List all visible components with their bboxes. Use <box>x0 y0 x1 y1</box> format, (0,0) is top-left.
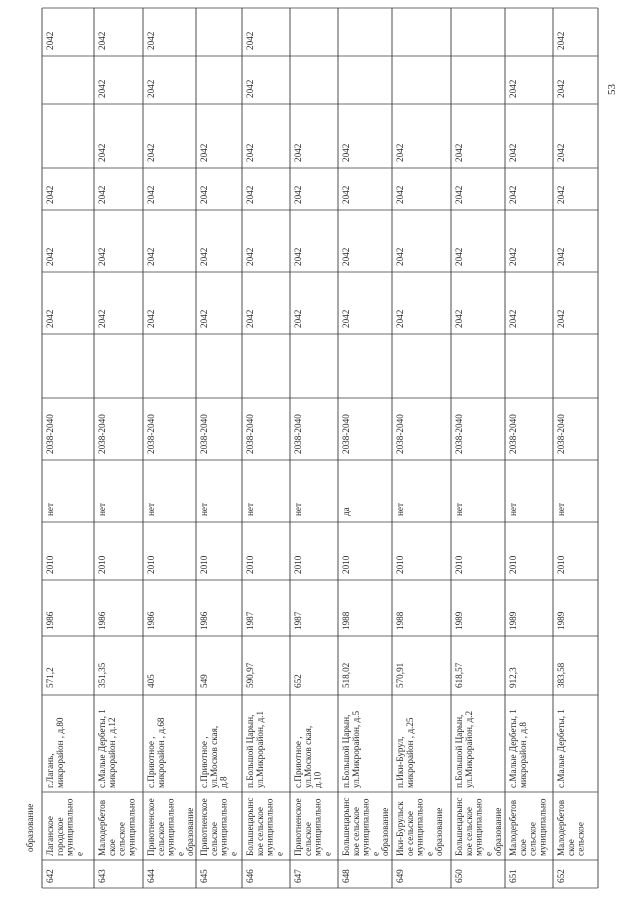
cell-sq: 571,2 <box>45 667 55 688</box>
cell-y4: 2042 <box>556 185 566 204</box>
cell-area: Малодербетов <box>508 799 518 856</box>
cell-area: сельское <box>302 822 313 856</box>
cell-address: ул.Москов ская, <box>208 725 219 788</box>
cell-year: 1989 <box>508 611 518 630</box>
cell-flag: нет <box>97 502 107 516</box>
cell-area: ское <box>565 839 576 856</box>
cell-y6: 2042 <box>508 79 518 98</box>
cell-y3: 2042 <box>97 247 107 266</box>
cell-y3: 2042 <box>146 247 156 266</box>
cell-flag: нет <box>508 502 518 516</box>
cell-area: муниципально <box>165 798 176 856</box>
cell-area: сельское <box>155 822 166 856</box>
cell-y2: 2042 <box>245 309 255 328</box>
cell-y2: 2042 <box>395 309 405 328</box>
cell-area: сельское <box>208 822 219 856</box>
cell-y4: 2042 <box>97 185 107 204</box>
cell-area: образование <box>185 807 196 856</box>
cell-num: 643 <box>97 869 107 883</box>
cell-last: 2010 <box>245 555 255 574</box>
cell-y5: 2042 <box>395 143 405 162</box>
cell-area: ое сельское <box>404 811 415 856</box>
cell-period: 2038-2040 <box>454 414 464 454</box>
cell-year: 1986 <box>146 611 156 630</box>
cell-area: е <box>483 851 494 856</box>
cell-last: 2010 <box>508 555 518 574</box>
cell-num: 651 <box>508 869 518 883</box>
cell-last: 2010 <box>97 555 107 574</box>
cell-address: с.Приютное , <box>199 736 209 788</box>
cell-area: ское <box>106 839 117 856</box>
cell-area: Приютненское <box>293 798 303 856</box>
cell-period: 2038-2040 <box>245 414 255 454</box>
cell-y5: 2042 <box>556 143 566 162</box>
cell-address: микрорайон , д.80 <box>54 717 65 788</box>
cell-address: г.Лагань, <box>45 753 55 788</box>
cell-y4: 2042 <box>341 185 351 204</box>
cell-y3: 2042 <box>293 247 303 266</box>
cell-area: е <box>274 851 285 856</box>
cell-y3: 2042 <box>45 247 55 266</box>
cell-y4: 2042 <box>454 185 464 204</box>
header-area-label: образование <box>25 803 35 852</box>
cell-year: 1988 <box>341 611 351 630</box>
cell-num: 650 <box>454 869 464 883</box>
cell-y5: 2042 <box>245 143 255 162</box>
cell-sq: 618,57 <box>454 662 464 688</box>
cell-y7: 2042 <box>556 31 566 50</box>
cell-last: 2010 <box>199 555 209 574</box>
cell-period: 2038-2040 <box>341 414 351 454</box>
cell-area: е <box>424 851 435 856</box>
cell-y3: 2042 <box>245 247 255 266</box>
cell-area: е <box>370 851 381 856</box>
cell-year: 1988 <box>395 611 405 630</box>
cell-address: ул.Микрорайон, д.5 <box>350 710 361 788</box>
cell-flag: нет <box>199 502 209 516</box>
cell-area: муниципально <box>218 798 229 856</box>
cell-area: сельское <box>116 822 127 856</box>
cell-period: 2038-2040 <box>45 414 55 454</box>
cell-y5: 2042 <box>293 143 303 162</box>
cell-flag: нет <box>556 502 566 516</box>
cell-last: 2010 <box>395 555 405 574</box>
cell-area: Малодербетов <box>556 799 566 856</box>
cell-address: микрорайон , д.68 <box>155 717 166 788</box>
cell-num: 646 <box>245 869 255 883</box>
cell-y4: 2042 <box>146 185 156 204</box>
cell-y3: 2042 <box>556 247 566 266</box>
page-number: 53 <box>606 84 618 95</box>
cell-y2: 2042 <box>199 309 209 328</box>
cell-y3: 2042 <box>454 247 464 266</box>
cell-address: с.Приютное , <box>293 736 303 788</box>
cell-address: п.Ики-Бурул, <box>395 736 405 788</box>
cell-last: 2010 <box>293 555 303 574</box>
cell-y6: 2042 <box>146 79 156 98</box>
cell-period: 2038-2040 <box>146 414 156 454</box>
cell-area: сельское <box>527 822 538 856</box>
cell-area: Большецарынс <box>454 797 464 856</box>
cell-area: муниципально <box>414 798 425 856</box>
cell-year: 1986 <box>45 611 55 630</box>
cell-y2: 2042 <box>45 309 55 328</box>
cell-flag: нет <box>454 502 464 516</box>
cell-last: 2010 <box>454 555 464 574</box>
cell-area: образование <box>380 807 391 856</box>
cell-period: 2038-2040 <box>293 414 303 454</box>
cell-area: Приютненское <box>199 798 209 856</box>
cell-y4: 2042 <box>293 185 303 204</box>
cell-last: 2010 <box>341 555 351 574</box>
cell-y5: 2042 <box>508 143 518 162</box>
cell-address: микрорайон , д.25 <box>404 717 415 788</box>
cell-area: Малодербетов <box>97 799 107 856</box>
cell-y5: 2042 <box>146 143 156 162</box>
cell-sq: 383,58 <box>556 662 566 688</box>
cell-year: 1986 <box>199 611 209 630</box>
cell-y2: 2042 <box>146 309 156 328</box>
cell-area: муниципально <box>264 798 275 856</box>
cell-y5: 2042 <box>454 143 464 162</box>
cell-y6: 2042 <box>97 79 107 98</box>
cell-y6: 2042 <box>245 79 255 98</box>
cell-area: образование <box>493 807 504 856</box>
cell-y4: 2042 <box>45 185 55 204</box>
cell-y3: 2042 <box>199 247 209 266</box>
cell-y7: 2042 <box>245 31 255 50</box>
cell-address: п.Большой Царын, <box>245 714 255 788</box>
cell-sq: 518,02 <box>341 662 351 688</box>
cell-area: е <box>228 851 239 856</box>
cell-address: д.10 <box>312 771 323 788</box>
cell-y7: 2042 <box>146 31 156 50</box>
cell-address: с.Малые Дербеты, 1 <box>97 709 107 788</box>
cell-num: 652 <box>556 869 566 883</box>
cell-y7: 2042 <box>45 31 55 50</box>
cell-y2: 2042 <box>508 309 518 328</box>
cell-y3: 2042 <box>508 247 518 266</box>
cell-y5: 2042 <box>199 143 209 162</box>
cell-y4: 2042 <box>395 185 405 204</box>
cell-area: образование <box>434 807 445 856</box>
cell-y2: 2042 <box>293 309 303 328</box>
cell-period: 2038-2040 <box>556 414 566 454</box>
cell-num: 649 <box>395 869 405 883</box>
cell-area: Большецарынс <box>245 797 255 856</box>
cell-y2: 2042 <box>454 309 464 328</box>
cell-address: с.Малые Дербеты, 1 <box>556 709 566 788</box>
cell-flag: нет <box>245 502 255 516</box>
cell-address: ул.Микрорайон, д.1 <box>254 710 265 788</box>
cell-address: с.Малые Дербеты, 1 <box>508 709 518 788</box>
cell-period: 2038-2040 <box>395 414 405 454</box>
cell-area: Ики-Бурульск <box>395 801 405 856</box>
cell-area: кое сельское <box>463 807 474 856</box>
cell-y4: 2042 <box>199 185 209 204</box>
cell-y2: 2042 <box>341 309 351 328</box>
cell-area: ское <box>517 839 528 856</box>
cell-area: Большецарынс <box>341 797 351 856</box>
cell-year: 1989 <box>556 611 566 630</box>
cell-num: 648 <box>341 869 351 883</box>
cell-flag: нет <box>395 502 405 516</box>
cell-area: муниципально <box>537 798 548 856</box>
cell-address: с.Приютное , <box>146 736 156 788</box>
cell-sq: 652 <box>293 674 303 688</box>
cell-y2: 2042 <box>97 309 107 328</box>
cell-area: е <box>322 851 333 856</box>
cell-num: 647 <box>293 869 303 883</box>
cell-flag: нет <box>293 502 303 516</box>
cell-y5: 2042 <box>341 143 351 162</box>
cell-area: сельское <box>575 822 586 856</box>
cell-year: 1987 <box>245 611 255 630</box>
cell-last: 2010 <box>556 555 566 574</box>
cell-period: 2038-2040 <box>508 414 518 454</box>
cell-address: п.Большой Царын, <box>341 714 351 788</box>
cell-address: ул.Москов ская, <box>302 725 313 788</box>
cell-y4: 2042 <box>508 185 518 204</box>
cell-address: д.8 <box>218 776 229 788</box>
cell-sq: 590,97 <box>245 662 255 688</box>
cell-y7: 2042 <box>97 31 107 50</box>
cell-y3: 2042 <box>341 247 351 266</box>
cell-year: 1989 <box>454 611 464 630</box>
cell-area: муниципально <box>312 798 323 856</box>
cell-area: кое сельское <box>254 807 265 856</box>
cell-period: 2038-2040 <box>199 414 209 454</box>
cell-sq: 405 <box>146 674 156 688</box>
cell-area: муниципально <box>64 798 75 856</box>
cell-area: Лаганское <box>45 816 55 856</box>
cell-area: городское <box>54 817 65 856</box>
cell-area: Приютненское <box>146 798 156 856</box>
cell-address: п.Большой Царын, <box>454 714 464 788</box>
cell-y6: 2042 <box>556 79 566 98</box>
cell-flag: нет <box>146 502 156 516</box>
cell-num: 642 <box>45 869 55 883</box>
cell-year: 1987 <box>293 611 303 630</box>
cell-area: е <box>74 851 85 856</box>
cell-sq: 549 <box>199 674 209 688</box>
cell-sq: 912,3 <box>508 667 518 688</box>
cell-area: кое сельское <box>350 807 361 856</box>
cell-y4: 2042 <box>245 185 255 204</box>
cell-address: микрорайон , д.8 <box>517 722 528 788</box>
cell-num: 645 <box>199 869 209 883</box>
cell-y5: 2042 <box>97 143 107 162</box>
cell-address: микрорайон , д.12 <box>106 717 117 788</box>
cell-last: 2010 <box>45 555 55 574</box>
cell-y3: 2042 <box>395 247 405 266</box>
cell-area: е <box>175 851 186 856</box>
cell-sq: 570,91 <box>395 662 405 688</box>
cell-num: 644 <box>146 869 156 883</box>
cell-flag: да <box>341 507 351 516</box>
cell-year: 1986 <box>97 611 107 630</box>
cell-period: 2038-2040 <box>97 414 107 454</box>
cell-y2: 2042 <box>556 309 566 328</box>
cell-area: муниципально <box>126 798 137 856</box>
cell-area: муниципально <box>360 798 371 856</box>
cell-flag: нет <box>45 502 55 516</box>
cell-last: 2010 <box>146 555 156 574</box>
cell-area: муниципально <box>473 798 484 856</box>
cell-address: ул.Микрорайон, д.2 <box>463 710 474 788</box>
cell-sq: 351,35 <box>97 662 107 688</box>
